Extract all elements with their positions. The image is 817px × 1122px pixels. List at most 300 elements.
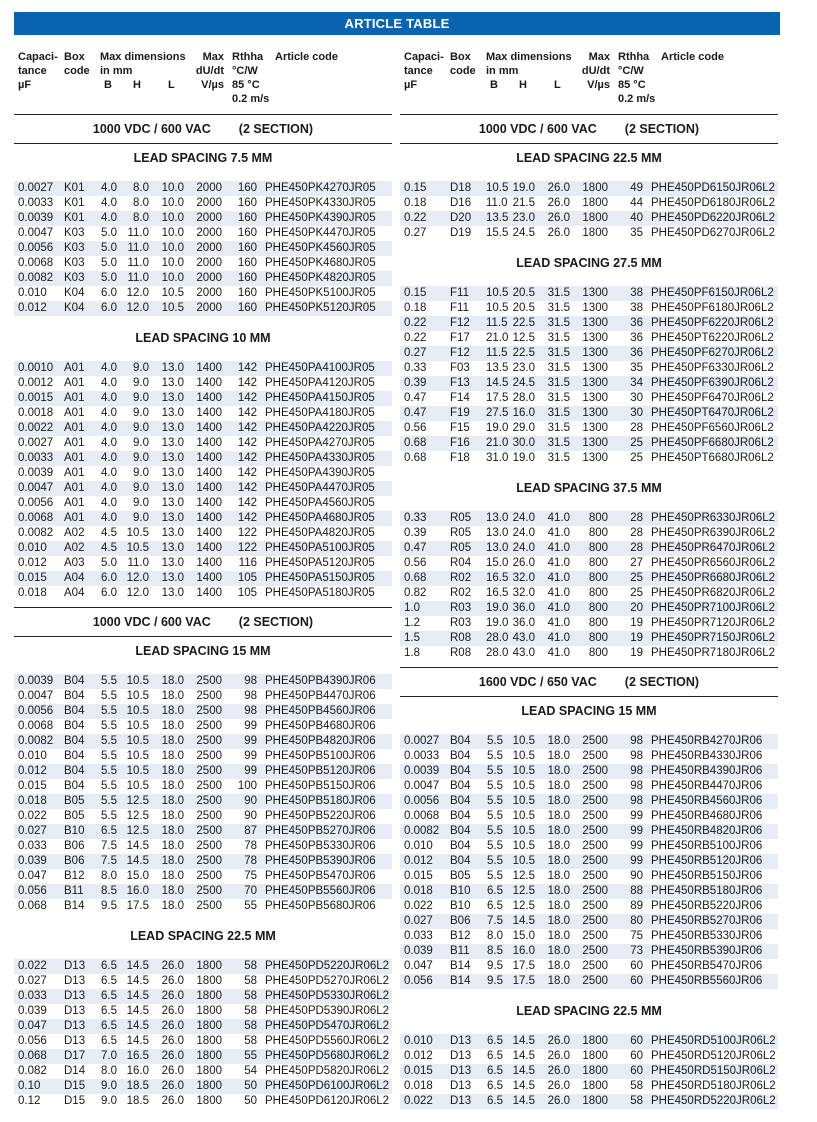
cell-dim-l: 10.0 (161, 182, 184, 194)
cell-dim-l: 26.0 (161, 1050, 184, 1062)
cell-dim-h: 8.0 (133, 182, 149, 194)
header-max-dimensions: Max dimensions in mm (100, 51, 186, 77)
cell-rthha: 25 (630, 452, 643, 464)
cell-rthha: 60 (630, 1065, 643, 1077)
cell-capacitance: 0.033 (404, 930, 433, 942)
cell-dim-l: 31.5 (547, 422, 570, 434)
cell-dim-b: 15.0 (486, 557, 509, 569)
cell-rthha: 90 (630, 870, 643, 882)
voltage-rating: 1600 VDC / 650 VAC (478, 675, 597, 689)
cell-max-dudt: 1800 (582, 1095, 608, 1107)
cell-max-dudt: 1800 (582, 1035, 608, 1047)
table-row (14, 226, 392, 241)
cell-dim-l: 26.0 (547, 197, 570, 209)
header-max-dimensions: Max dimensions in mm (486, 51, 572, 77)
cell-capacitance: 0.056 (404, 975, 433, 987)
cell-capacitance: 0.010 (18, 542, 47, 554)
cell-max-dudt: 2000 (196, 257, 222, 269)
cell-dim-h: 20.5 (512, 287, 535, 299)
cell-dim-l: 41.0 (547, 632, 570, 644)
cell-max-dudt: 2000 (196, 287, 222, 299)
cell-capacitance: 0.027 (18, 975, 47, 987)
cell-rthha: 58 (630, 1095, 643, 1107)
cell-rthha: 58 (244, 960, 257, 972)
cell-dim-h: 14.5 (126, 1005, 149, 1017)
cell-rthha: 25 (630, 437, 643, 449)
cell-capacitance: 1.8 (404, 647, 420, 659)
cell-max-dudt: 2500 (196, 795, 222, 807)
cell-dim-l: 18.0 (547, 975, 570, 987)
cell-rthha: 73 (630, 945, 643, 957)
cell-box-code: B04 (64, 720, 85, 732)
table-row (400, 376, 778, 391)
cell-dim-l: 18.0 (161, 855, 184, 867)
table-row (400, 421, 778, 436)
cell-box-code: A04 (64, 572, 85, 584)
cell-article-code: PHE450PF6180JR06L2 (651, 302, 774, 314)
cell-dim-h: 9.0 (133, 407, 149, 419)
cell-dim-l: 31.5 (547, 392, 570, 404)
cell-rthha: 142 (237, 377, 257, 389)
cell-box-code: D13 (450, 1065, 472, 1077)
cell-dim-b: 9.5 (487, 975, 503, 987)
cell-box-code: B06 (64, 840, 85, 852)
cell-article-code: PHE450PF6150JR06L2 (651, 287, 774, 299)
cell-dim-l: 26.0 (161, 975, 184, 987)
cell-box-code: B04 (450, 780, 471, 792)
cell-dim-l: 26.0 (161, 960, 184, 972)
cell-box-code: B04 (64, 705, 85, 717)
cell-box-code: A02 (64, 527, 85, 539)
table-row (14, 794, 392, 809)
cell-dim-h: 12.5 (126, 810, 149, 822)
cell-rthha: 60 (630, 1035, 643, 1047)
cell-capacitance: 0.047 (18, 1020, 47, 1032)
cell-capacitance: 0.47 (404, 407, 427, 419)
cell-capacitance: 0.010 (18, 287, 47, 299)
cell-rthha: 78 (244, 840, 257, 852)
cell-dim-h: 16.5 (126, 1050, 149, 1062)
table-row (14, 1079, 392, 1094)
cell-article-code: PHE450RB5100JR06 (651, 840, 763, 852)
cell-capacitance: 0.39 (404, 527, 427, 539)
cell-dim-l: 31.5 (547, 302, 570, 314)
cell-capacitance: 0.0047 (18, 482, 54, 494)
cell-dim-h: 14.5 (126, 1035, 149, 1047)
cell-max-dudt: 2500 (582, 825, 608, 837)
table-row (14, 764, 392, 779)
cell-dim-b: 5.5 (487, 855, 503, 867)
cell-article-code: PHE450PB5120JR06 (265, 765, 376, 777)
header-box-code: Box code (450, 51, 476, 77)
cell-capacitance: 0.39 (404, 377, 427, 389)
cell-dim-h: 11.0 (127, 257, 149, 269)
cell-box-code: B14 (450, 960, 471, 972)
table-row (400, 1064, 778, 1079)
cell-dim-h: 16.0 (512, 407, 535, 419)
cell-max-dudt: 2500 (196, 870, 222, 882)
table-row (14, 779, 392, 794)
cell-box-code: B10 (64, 825, 85, 837)
cell-rthha: 142 (237, 497, 257, 509)
cell-box-code: B11 (64, 885, 84, 897)
table-row (400, 586, 778, 601)
cell-box-code: A01 (64, 497, 85, 509)
cell-box-code: A01 (64, 452, 85, 464)
cell-dim-h: 12.0 (126, 302, 149, 314)
cell-article-code: PHE450PA4560JR05 (265, 497, 375, 509)
cell-rthha: 60 (630, 960, 643, 972)
cell-dim-h: 9.0 (133, 392, 149, 404)
cell-capacitance: 0.0039 (18, 212, 54, 224)
cell-box-code: R04 (450, 557, 472, 569)
cell-max-dudt: 1800 (196, 1050, 222, 1062)
article-table-body (14, 361, 392, 601)
cell-dim-b: 7.5 (101, 840, 117, 852)
cell-capacitance: 0.27 (404, 347, 427, 359)
cell-rthha: 142 (237, 362, 257, 374)
cell-dim-b: 14.5 (486, 377, 509, 389)
cell-capacitance: 0.0082 (404, 825, 440, 837)
cell-capacitance: 0.056 (18, 1035, 47, 1047)
cell-capacitance: 0.010 (404, 1035, 433, 1047)
right-blocks (400, 114, 778, 1109)
table-row (400, 346, 778, 361)
cell-max-dudt: 1400 (196, 437, 222, 449)
article-table-body (400, 1034, 778, 1109)
cell-box-code: F03 (450, 362, 470, 374)
table-row (14, 556, 392, 571)
cell-dim-b: 31.0 (486, 452, 509, 464)
table-row (400, 824, 778, 839)
cell-max-dudt: 2500 (582, 960, 608, 972)
cell-box-code: R05 (450, 512, 472, 524)
cell-dim-b: 6.0 (101, 302, 117, 314)
cell-dim-b: 5.5 (487, 825, 503, 837)
cell-max-dudt: 2500 (196, 780, 222, 792)
cell-dim-h: 9.0 (133, 482, 149, 494)
cell-article-code: PHE450PK4560JR05 (265, 242, 376, 254)
cell-dim-h: 36.0 (512, 602, 535, 614)
cell-dim-l: 10.0 (161, 197, 184, 209)
cell-capacitance: 0.0056 (18, 497, 54, 509)
table-row (14, 959, 392, 974)
header-box-code: Box code (64, 51, 90, 77)
cell-dim-h: 8.0 (133, 197, 149, 209)
cell-dim-h: 12.0 (126, 572, 149, 584)
cell-dim-b: 11.0 (486, 197, 508, 209)
cell-rthha: 98 (630, 735, 643, 747)
cell-box-code: B05 (450, 870, 471, 882)
table-row (14, 1034, 392, 1049)
table-row (400, 316, 778, 331)
table-row (14, 1049, 392, 1064)
cell-capacitance: 0.039 (404, 945, 433, 957)
cell-dim-h: 14.5 (126, 975, 149, 987)
cell-dim-h: 9.0 (133, 467, 149, 479)
cell-dim-l: 18.0 (547, 765, 570, 777)
table-row (14, 689, 392, 704)
cell-article-code: PHE450PA4220JR05 (265, 422, 375, 434)
cell-dim-h: 10.5 (126, 735, 149, 747)
voltage-heading (14, 608, 392, 636)
section-count: (2 SECTION) (238, 122, 314, 136)
table-row (400, 286, 778, 301)
cell-article-code: PHE450PK4330JR05 (265, 197, 376, 209)
cell-max-dudt: 1300 (582, 347, 608, 359)
cell-dim-b: 6.5 (487, 1080, 503, 1092)
cell-dim-h: 14.5 (512, 1035, 535, 1047)
cell-dim-l: 26.0 (161, 1065, 184, 1077)
cell-rthha: 98 (630, 780, 643, 792)
cell-dim-l: 18.0 (547, 780, 570, 792)
cell-rthha: 58 (630, 1080, 643, 1092)
cell-box-code: R02 (450, 572, 472, 584)
cell-dim-h: 10.5 (126, 720, 149, 732)
cell-dim-l: 41.0 (547, 557, 570, 569)
cell-dim-b: 4.0 (101, 422, 117, 434)
cell-dim-b: 9.5 (487, 960, 503, 972)
cell-dim-b: 13.5 (486, 212, 509, 224)
cell-dim-l: 41.0 (547, 602, 570, 614)
table-row (400, 436, 778, 451)
cell-rthha: 34 (630, 377, 643, 389)
cell-dim-h: 8.0 (133, 212, 149, 224)
cell-box-code: F12 (450, 317, 470, 329)
cell-max-dudt: 1800 (196, 1035, 222, 1047)
cell-rthha: 98 (630, 750, 643, 762)
cell-article-code: PHE450PR6560JR06L2 (651, 557, 776, 569)
cell-article-code: PHE450PA4470JR05 (265, 482, 375, 494)
cell-dim-b: 5.5 (101, 720, 117, 732)
cell-rthha: 36 (630, 332, 643, 344)
table-row (400, 809, 778, 824)
cell-rthha: 44 (630, 197, 643, 209)
cell-article-code: PHE450PK4820JR05 (265, 272, 376, 284)
cell-article-code: PHE450PF6330JR06L2 (651, 362, 774, 374)
cell-capacitance: 0.012 (18, 557, 47, 569)
cell-capacitance: 0.0012 (18, 377, 54, 389)
cell-dim-l: 18.0 (547, 735, 570, 747)
cell-dim-b: 8.0 (101, 1065, 117, 1077)
cell-rthha: 25 (630, 572, 643, 584)
cell-max-dudt: 800 (588, 647, 608, 659)
table-row (14, 674, 392, 689)
cell-dim-h: 10.5 (512, 735, 535, 747)
cell-dim-b: 4.0 (101, 467, 117, 479)
table-row (400, 794, 778, 809)
cell-box-code: D13 (64, 1035, 86, 1047)
cell-capacitance: 0.012 (18, 302, 47, 314)
cell-capacitance: 0.22 (404, 332, 427, 344)
cell-article-code: PHE450PT6680JR06L2 (651, 452, 774, 464)
cell-dim-l: 18.0 (161, 750, 184, 762)
cell-box-code: D13 (64, 990, 86, 1002)
cell-box-code: B04 (450, 735, 471, 747)
cell-box-code: B06 (64, 855, 85, 867)
cell-box-code: B04 (64, 750, 85, 762)
cell-dim-h: 9.0 (133, 497, 149, 509)
cell-rthha: 142 (237, 452, 257, 464)
table-row (14, 899, 392, 914)
cell-dim-b: 10.5 (486, 302, 509, 314)
cell-max-dudt: 1300 (582, 392, 608, 404)
cell-max-dudt: 1300 (582, 377, 608, 389)
cell-article-code: PHE450PD5560JR06L2 (265, 1035, 390, 1047)
cell-box-code: D20 (450, 212, 472, 224)
cell-rthha: 28 (630, 527, 643, 539)
cell-dim-h: 15.0 (126, 870, 149, 882)
cell-capacitance: 0.010 (404, 840, 433, 852)
cell-max-dudt: 1400 (196, 497, 222, 509)
cell-dim-h: 24.0 (512, 527, 535, 539)
cell-dim-b: 21.0 (486, 332, 509, 344)
table-row (14, 466, 392, 481)
cell-dim-l: 31.5 (547, 317, 570, 329)
cell-dim-l: 18.0 (547, 870, 570, 882)
article-table-body (14, 959, 392, 1109)
cell-article-code: PHE450RB4820JR06 (651, 825, 763, 837)
cell-dim-l: 31.5 (547, 407, 570, 419)
table-row (400, 974, 778, 989)
cell-dim-l: 13.0 (161, 452, 184, 464)
cell-dim-l: 41.0 (547, 542, 570, 554)
cell-rthha: 160 (237, 287, 257, 299)
article-table-body (400, 286, 778, 466)
cell-dim-h: 16.0 (512, 945, 535, 957)
cell-dim-h: 9.0 (133, 437, 149, 449)
cell-capacitance: 0.0015 (18, 392, 54, 404)
cell-capacitance: 0.027 (404, 915, 433, 927)
cell-dim-l: 18.0 (161, 795, 184, 807)
cell-dim-b: 4.5 (101, 542, 117, 554)
cell-dim-b: 5.5 (101, 675, 117, 687)
cell-dim-l: 41.0 (547, 512, 570, 524)
cell-capacitance: 0.010 (18, 750, 47, 762)
lead-spacing-heading: LEAD SPACING 27.5 MM (516, 256, 662, 270)
cell-rthha: 98 (244, 675, 257, 687)
cell-rthha: 75 (244, 870, 257, 882)
cell-dim-b: 5.0 (101, 272, 117, 284)
cell-dim-b: 5.5 (101, 810, 117, 822)
cell-article-code: PHE450RB4390JR06 (651, 765, 763, 777)
lead-spacing-heading: LEAD SPACING 22.5 MM (130, 929, 276, 943)
table-row (14, 839, 392, 854)
cell-dim-l: 18.0 (161, 810, 184, 822)
cell-dim-b: 9.5 (101, 900, 117, 912)
voltage-rating: 1000 VDC / 600 VAC (92, 122, 211, 136)
cell-max-dudt: 800 (588, 587, 608, 599)
cell-box-code: D13 (450, 1035, 472, 1047)
lead-spacing-heading: LEAD SPACING 15 MM (521, 704, 657, 718)
cell-dim-b: 6.5 (487, 1035, 503, 1047)
cell-max-dudt: 2000 (196, 302, 222, 314)
cell-dim-l: 13.0 (161, 482, 184, 494)
cell-box-code: F12 (450, 347, 470, 359)
cell-capacitance: 0.012 (404, 1050, 433, 1062)
cell-dim-h: 10.5 (512, 750, 535, 762)
cell-dim-b: 9.0 (101, 1080, 117, 1092)
table-row (14, 301, 392, 316)
cell-dim-l: 31.5 (547, 347, 570, 359)
cell-dim-h: 14.5 (512, 1050, 535, 1062)
table-row (14, 824, 392, 839)
cell-max-dudt: 1300 (582, 332, 608, 344)
cell-rthha: 99 (244, 750, 257, 762)
cell-rthha: 89 (630, 900, 643, 912)
cell-dim-h: 14.5 (126, 990, 149, 1002)
cell-dim-b: 27.5 (486, 407, 509, 419)
cell-article-code: PHE450PA4330JR05 (265, 452, 375, 464)
cell-article-code: PHE450RB4680JR06 (651, 810, 763, 822)
cell-dim-l: 26.0 (547, 1065, 570, 1077)
cell-max-dudt: 800 (588, 542, 608, 554)
cell-rthha: 36 (630, 347, 643, 359)
header-rthha: Rthha °C/W 85 °C 0.2 m/s (232, 51, 270, 105)
cell-article-code: PHE450PB5100JR06 (265, 750, 376, 762)
table-row (400, 899, 778, 914)
cell-capacitance: 0.039 (18, 1005, 47, 1017)
cell-article-code: PHE450RB4560JR06 (651, 795, 763, 807)
cell-rthha: 142 (237, 482, 257, 494)
table-row (400, 646, 778, 661)
cell-max-dudt: 2500 (196, 750, 222, 762)
cell-dim-b: 5.5 (101, 735, 117, 747)
cell-box-code: R05 (450, 527, 472, 539)
cell-capacitance: 0.0047 (404, 780, 440, 792)
cell-capacitance: 0.0022 (18, 422, 54, 434)
cell-rthha: 25 (630, 587, 643, 599)
cell-rthha: 70 (244, 885, 257, 897)
cell-capacitance: 0.047 (404, 960, 433, 972)
cell-capacitance: 0.022 (18, 960, 47, 972)
cell-article-code: PHE450PF6270JR06L2 (651, 347, 774, 359)
cell-dim-h: 23.0 (512, 212, 535, 224)
cell-max-dudt: 1300 (582, 437, 608, 449)
cell-article-code: PHE450RD5120JR06L2 (651, 1050, 776, 1062)
cell-dim-l: 13.0 (161, 467, 184, 479)
cell-article-code: PHE450PB5330JR06 (265, 840, 376, 852)
cell-capacitance: 0.022 (404, 1095, 433, 1107)
cell-max-dudt: 1800 (582, 212, 608, 224)
cell-rthha: 142 (237, 422, 257, 434)
header-b: B (104, 79, 112, 91)
lead-spacing-heading: LEAD SPACING 15 MM (135, 644, 271, 658)
cell-dim-h: 14.5 (126, 855, 149, 867)
lead-spacing-heading: LEAD SPACING 22.5 MM (516, 151, 662, 165)
cell-dim-b: 11.5 (486, 347, 508, 359)
cell-article-code: PHE450PA4390JR05 (265, 467, 375, 479)
cell-dim-b: 4.0 (101, 497, 117, 509)
cell-box-code: K01 (64, 182, 85, 194)
cell-box-code: D15 (64, 1080, 86, 1092)
cell-article-code: PHE450PD6150JR06L2 (651, 182, 776, 194)
cell-dim-h: 9.0 (133, 362, 149, 374)
cell-dim-h: 12.5 (126, 795, 149, 807)
cell-max-dudt: 1800 (196, 975, 222, 987)
cell-dim-b: 6.5 (101, 960, 117, 972)
cell-capacitance: 0.033 (18, 990, 47, 1002)
cell-dim-l: 26.0 (161, 1020, 184, 1032)
cell-max-dudt: 2500 (196, 885, 222, 897)
cell-article-code: PHE450PB4470JR06 (265, 690, 376, 702)
cell-article-code: PHE450RB5470JR06 (651, 960, 763, 972)
cell-box-code: K03 (64, 242, 85, 254)
cell-rthha: 60 (630, 1050, 643, 1062)
cell-article-code: PHE450PK4390JR05 (265, 212, 376, 224)
cell-article-code: PHE450PD6270JR06L2 (651, 227, 776, 239)
cell-article-code: PHE450RB5270JR06 (651, 915, 763, 927)
